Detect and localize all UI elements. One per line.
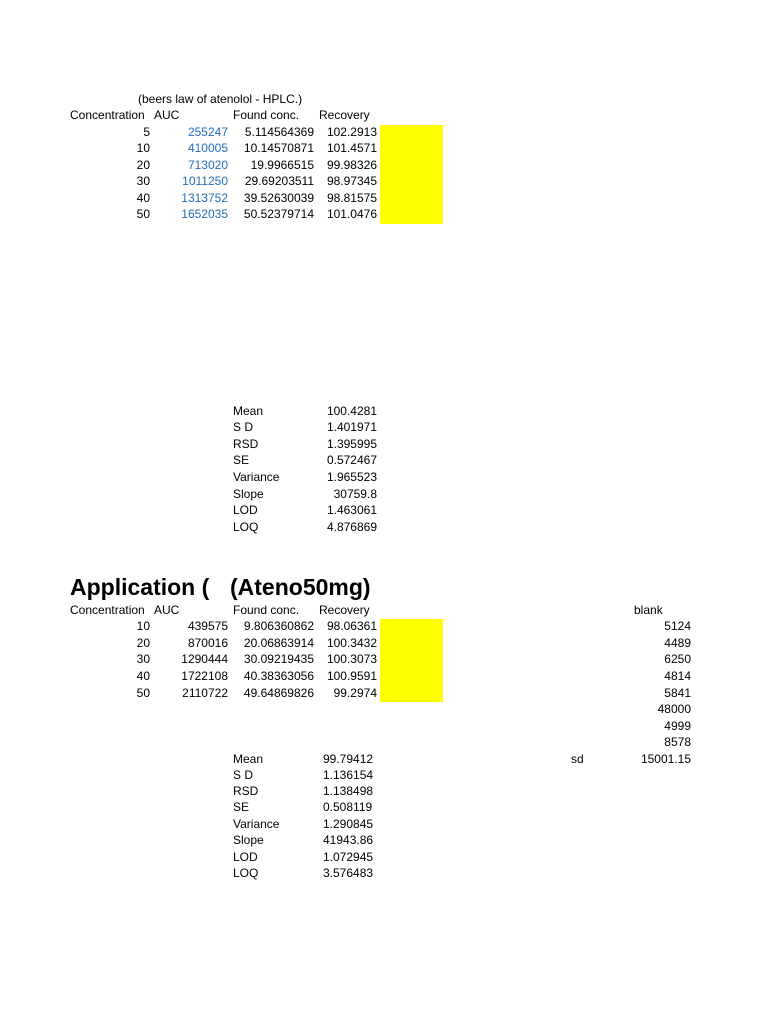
cell-concentration: 20 <box>136 158 150 172</box>
stat-value: 1.138498 <box>323 784 374 798</box>
cell-recovery: 98.97345 <box>326 174 377 188</box>
blank-value: 6250 <box>664 652 691 666</box>
cell-recovery: 101.4571 <box>326 141 377 155</box>
cell-auc: 439575 <box>187 619 228 633</box>
stat-value: 1.072945 <box>323 850 374 864</box>
cell-concentration: 10 <box>136 619 150 633</box>
cell-found-conc: 39.52630039 <box>243 191 314 205</box>
cell-concentration: 30 <box>136 174 150 188</box>
cell-concentration: 30 <box>136 652 150 666</box>
header-auc: AUC <box>154 108 180 122</box>
stat-value: 0.508119 <box>323 800 373 814</box>
header-recovery: Recovery <box>319 603 370 617</box>
blank-value: 4814 <box>664 669 691 683</box>
cell-found-conc: 5.114564369 <box>244 125 314 139</box>
cell-recovery: 100.9591 <box>326 669 377 683</box>
stat-label: RSD <box>233 437 259 451</box>
cell-recovery: 100.3073 <box>326 652 377 666</box>
cell-auc: 1722108 <box>181 669 228 683</box>
header-recovery: Recovery <box>319 108 370 122</box>
stat-value: 1.401971 <box>326 420 377 434</box>
cell-auc: 2110722 <box>182 686 228 700</box>
cell-found-conc: 40.38363056 <box>243 669 314 683</box>
stat-value: 1.395995 <box>326 437 377 451</box>
stat-value: 99.79412 <box>323 752 374 766</box>
header-auc: AUC <box>154 603 180 617</box>
stat-value: 100.4281 <box>326 404 377 418</box>
stat-label: LOQ <box>233 520 259 534</box>
stat-value: 30759.8 <box>333 487 377 501</box>
cell-found-conc: 30.09219435 <box>243 652 314 666</box>
cell-found-conc: 29.69203511 <box>244 174 314 188</box>
cell-recovery: 99.98326 <box>326 158 377 172</box>
stat-label: LOQ <box>233 866 259 880</box>
cell-recovery: 100.3432 <box>326 636 377 650</box>
application-heading: Application ( <box>70 574 210 600</box>
stat-label: LOD <box>233 850 258 864</box>
highlight-block <box>380 619 443 702</box>
cell-concentration: 50 <box>136 686 150 700</box>
blank-value: 5841 <box>664 686 691 700</box>
stat-label: Variance <box>233 470 280 484</box>
cell-auc: 713020 <box>187 158 228 172</box>
cell-auc: 1652035 <box>181 207 228 221</box>
stat-label: SE <box>233 800 250 814</box>
stat-value: 0.572467 <box>326 453 377 467</box>
cell-concentration: 20 <box>136 636 150 650</box>
blank-value: 48000 <box>657 702 691 716</box>
header-concentration: Concentration <box>70 108 145 122</box>
cell-concentration: 50 <box>136 207 150 221</box>
cell-found-conc: 9.806360862 <box>243 619 314 633</box>
header-concentration: Concentration <box>70 603 145 617</box>
cell-auc: 1313752 <box>181 191 228 205</box>
blank-value: 4999 <box>664 719 691 733</box>
stat-label: S D <box>233 768 254 782</box>
cell-found-conc: 49.64869826 <box>243 686 314 700</box>
stat-label: LOD <box>233 503 258 517</box>
blank-sd-label: sd <box>571 752 584 766</box>
cell-concentration: 10 <box>136 141 150 155</box>
stat-label: S D <box>233 420 254 434</box>
cell-recovery: 102.2913 <box>326 125 377 139</box>
blank-value: 8578 <box>664 735 691 749</box>
stat-value: 41943.86 <box>323 833 374 847</box>
blank-value: 4489 <box>664 636 691 650</box>
application-heading-product: (Ateno50mg) <box>230 574 371 600</box>
cell-concentration: 40 <box>136 191 150 205</box>
cell-recovery: 98.06361 <box>326 619 377 633</box>
cell-found-conc: 10.14570871 <box>243 141 314 155</box>
stat-label: Slope <box>233 833 264 847</box>
blank-sd-value: 15001.15 <box>640 752 691 766</box>
cell-auc: 410005 <box>187 141 228 155</box>
stat-label: Mean <box>233 752 264 766</box>
stat-label: SE <box>233 453 250 467</box>
cell-auc: 1290444 <box>181 652 228 666</box>
stat-value: 3.576483 <box>323 866 374 880</box>
beers-law-title: (beers law of atenolol - HPLC.) <box>138 92 303 106</box>
cell-recovery: 99.2974 <box>333 686 377 700</box>
stat-value: 1.463061 <box>326 503 377 517</box>
stat-label: RSD <box>233 784 259 798</box>
cell-auc: 1011250 <box>182 174 228 188</box>
cell-recovery: 101.0476 <box>326 207 377 221</box>
header-found-conc: Found conc. <box>233 108 300 122</box>
stat-value: 4.876869 <box>326 520 377 534</box>
blank-header: blank <box>634 603 663 617</box>
highlight-block <box>380 125 443 224</box>
stat-label: Slope <box>233 487 264 501</box>
cell-auc: 255247 <box>187 125 228 139</box>
stat-label: Variance <box>233 817 280 831</box>
blank-value: 5124 <box>664 619 691 633</box>
cell-auc: 870016 <box>187 636 228 650</box>
cell-concentration: 40 <box>136 669 150 683</box>
stat-value: 1.290845 <box>323 817 374 831</box>
cell-found-conc: 19.9966515 <box>250 158 314 172</box>
stat-value: 1.965523 <box>326 470 377 484</box>
stat-label: Mean <box>233 404 264 418</box>
cell-recovery: 98.81575 <box>326 191 377 205</box>
cell-concentration: 5 <box>143 125 150 139</box>
cell-found-conc: 50.52379714 <box>243 207 314 221</box>
cell-found-conc: 20.06863914 <box>243 636 314 650</box>
header-found-conc: Found conc. <box>233 603 300 617</box>
stat-value: 1.136154 <box>323 768 374 782</box>
